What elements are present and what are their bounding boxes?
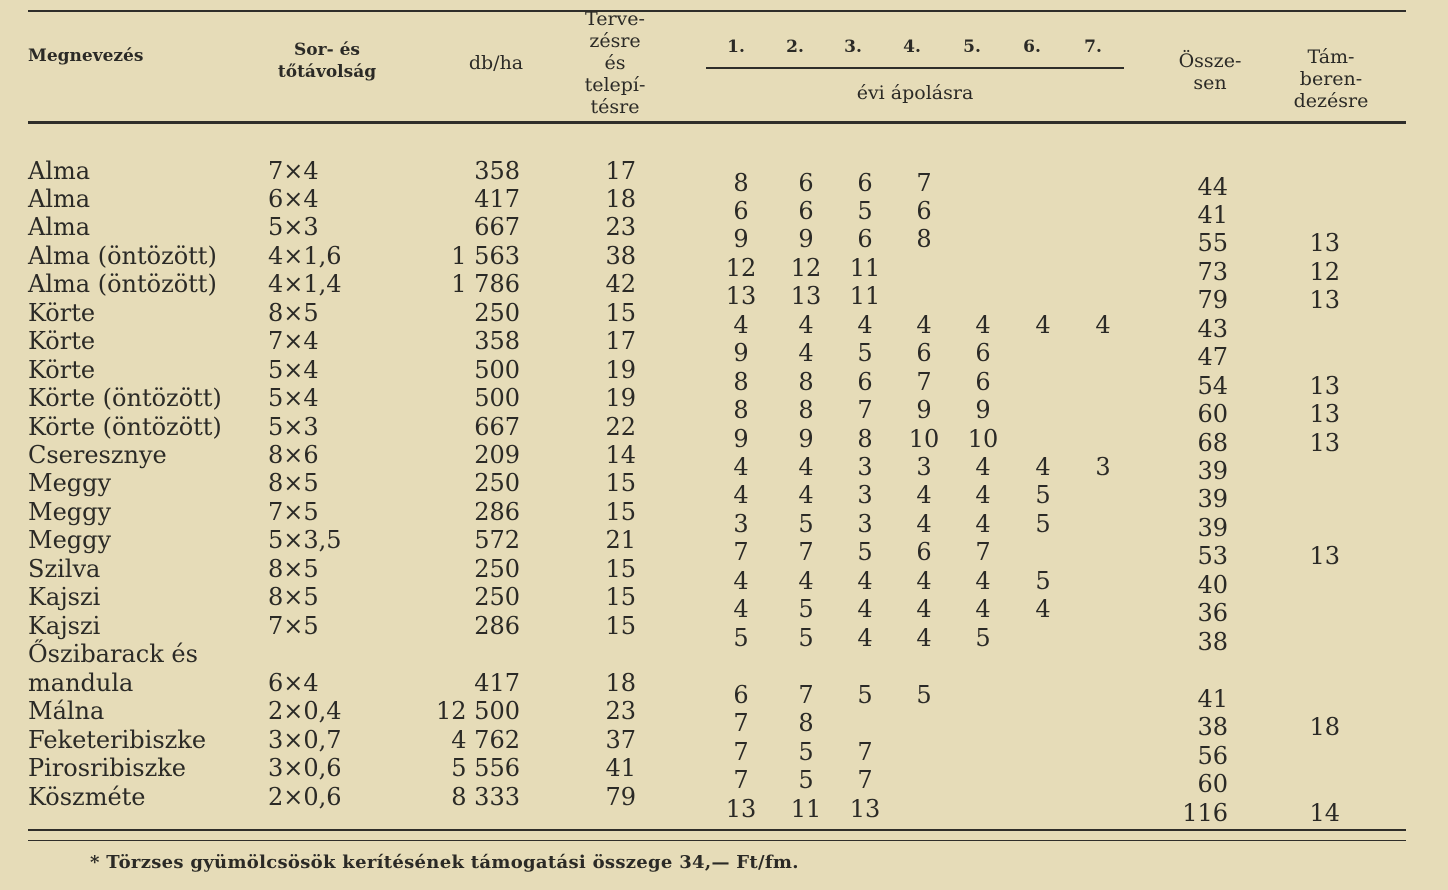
row-year-5: 6 <box>975 368 991 396</box>
row-planting: 23 <box>605 213 636 241</box>
row-name: Körte <box>28 299 96 327</box>
row-year-3: 6 <box>857 169 873 197</box>
row-year-4: 9 <box>916 396 932 424</box>
row-year-1: 8 <box>733 169 749 197</box>
row-year-5: 10 <box>967 425 999 453</box>
row-dbha: 209 <box>474 441 520 469</box>
header-dbha: db/ha <box>468 52 524 74</box>
row-dbha: 358 <box>474 157 520 185</box>
row-year-2: 13 <box>790 282 822 310</box>
header-year-6: 6. <box>1023 37 1041 57</box>
footnote-rule <box>28 840 1406 841</box>
header-support-line: Tám- <box>1307 46 1355 68</box>
row-spacing: 3×0,6 <box>268 754 342 782</box>
row-year-5: 4 <box>975 311 991 339</box>
row-year-6: 5 <box>1035 481 1051 509</box>
row-total: 47 <box>1197 343 1228 371</box>
row-support: 13 <box>1309 429 1340 457</box>
footnote: * Törzses gyümölcsösök kerítésének támogatási összege 34,— Ft/fm. <box>90 852 799 873</box>
row-dbha: 358 <box>474 327 520 355</box>
header-support-line: dezésre <box>1293 90 1369 112</box>
row-spacing: 8×5 <box>268 469 319 497</box>
header-spacing-line1: Sor- és <box>294 40 360 60</box>
row-support: 14 <box>1309 799 1340 827</box>
row-year-4: 4 <box>916 481 932 509</box>
row-spacing: 2×0,6 <box>268 783 342 811</box>
row-spacing: 6×4 <box>268 669 319 697</box>
row-spacing: 5×3 <box>268 213 319 241</box>
row-year-2: 6 <box>798 169 814 197</box>
row-spacing: 7×4 <box>268 327 319 355</box>
row-year-6: 4 <box>1035 595 1051 623</box>
row-planting: 23 <box>605 697 636 725</box>
row-year-6: 4 <box>1035 453 1051 481</box>
row-dbha: 250 <box>474 469 520 497</box>
table-bottom-rule <box>28 829 1406 831</box>
row-dbha: 1 786 <box>451 270 520 298</box>
row-total: 116 <box>1182 799 1228 827</box>
row-dbha: 250 <box>474 299 520 327</box>
row-year-2: 9 <box>798 225 814 253</box>
row-year-5: 4 <box>975 595 991 623</box>
header-spacing <box>252 39 402 83</box>
row-spacing: 6×4 <box>268 185 319 213</box>
row-year-1: 4 <box>733 567 749 595</box>
row-year-1: 6 <box>733 197 749 225</box>
row-dbha: 4 762 <box>451 726 520 754</box>
row-planting: 22 <box>605 413 636 441</box>
row-year-3: 11 <box>849 282 881 310</box>
row-planting: 79 <box>605 783 636 811</box>
header-year-3: 3. <box>844 37 862 57</box>
row-spacing: 5×4 <box>268 356 319 384</box>
header-total-line: Össze- <box>1178 50 1242 72</box>
row-year-1: 13 <box>725 282 757 310</box>
row-year-2: 5 <box>798 738 814 766</box>
row-name: Alma <box>28 185 91 213</box>
row-year-1: 9 <box>733 425 749 453</box>
row-dbha: 417 <box>474 669 520 697</box>
row-year-5: 5 <box>975 624 991 652</box>
row-year-2: 7 <box>798 681 814 709</box>
row-year-2: 5 <box>798 595 814 623</box>
header-year-1: 1. <box>727 37 745 57</box>
row-name: Alma <box>28 213 91 241</box>
row-year-5: 7 <box>975 538 991 566</box>
row-year-4: 4 <box>916 510 932 538</box>
row-spacing: 5×3 <box>268 413 319 441</box>
row-year-3: 13 <box>849 795 881 823</box>
row-year-1: 4 <box>733 453 749 481</box>
row-planting: 17 <box>605 157 636 185</box>
row-name: Körte (öntözött) <box>28 384 222 412</box>
row-year-5: 6 <box>975 339 991 367</box>
header-spacing-line2: tőtávolság <box>277 62 377 82</box>
row-dbha: 667 <box>474 213 520 241</box>
row-planting: 14 <box>605 441 636 469</box>
row-support: 18 <box>1309 713 1340 741</box>
header-name: Megnevezés <box>28 46 144 66</box>
row-year-4: 6 <box>916 339 932 367</box>
row-name: Feketeribiszke <box>28 726 207 754</box>
row-total: 68 <box>1197 429 1228 457</box>
row-planting: 15 <box>605 555 636 583</box>
header-support-line: beren- <box>1299 68 1363 90</box>
row-total: 60 <box>1197 400 1228 428</box>
row-year-4: 4 <box>916 311 932 339</box>
row-total: 55 <box>1197 229 1228 257</box>
row-year-3: 7 <box>857 738 873 766</box>
row-year-3: 7 <box>857 766 873 794</box>
row-year-4: 8 <box>916 225 932 253</box>
row-year-1: 13 <box>725 795 757 823</box>
row-year-5: 4 <box>975 481 991 509</box>
row-planting: 37 <box>605 726 636 754</box>
row-name: Körte <box>28 327 96 355</box>
row-support: 13 <box>1309 400 1340 428</box>
row-year-5: 4 <box>975 453 991 481</box>
row-year-6: 4 <box>1035 311 1051 339</box>
row-year-2: 5 <box>798 766 814 794</box>
row-name: Alma (öntözött) <box>28 270 217 298</box>
row-total: 40 <box>1197 571 1228 599</box>
row-year-1: 7 <box>733 766 749 794</box>
row-year-3: 5 <box>857 197 873 225</box>
header-year-7: 7. <box>1084 37 1102 57</box>
row-year-3: 11 <box>849 254 881 282</box>
row-total: 79 <box>1197 286 1228 314</box>
row-support: 12 <box>1309 258 1340 286</box>
header-bottom-rule <box>28 121 1406 124</box>
row-total: 56 <box>1197 742 1228 770</box>
row-planting: 19 <box>605 384 636 412</box>
row-year-6: 5 <box>1035 567 1051 595</box>
row-year-7: 3 <box>1095 453 1111 481</box>
row-total: 38 <box>1197 628 1228 656</box>
row-support: 13 <box>1309 372 1340 400</box>
header-planting <box>570 8 660 118</box>
row-year-3: 4 <box>857 624 873 652</box>
row-year-4: 7 <box>916 169 932 197</box>
header-planting-line: tésre <box>590 96 640 118</box>
row-dbha: 250 <box>474 583 520 611</box>
row-dbha: 8 333 <box>451 783 520 811</box>
row-spacing: 4×1,4 <box>268 270 342 298</box>
row-year-5: 4 <box>975 510 991 538</box>
top-rule <box>28 10 1406 12</box>
row-total: 73 <box>1197 258 1228 286</box>
row-planting: 15 <box>605 469 636 497</box>
row-total: 38 <box>1197 713 1228 741</box>
row-planting: 38 <box>605 242 636 270</box>
header-care-label: évi ápolásra <box>856 82 974 104</box>
row-dbha: 667 <box>474 413 520 441</box>
row-name: Körte (öntözött) <box>28 413 222 441</box>
row-planting: 17 <box>605 327 636 355</box>
row-year-2: 12 <box>790 254 822 282</box>
row-total: 54 <box>1197 372 1228 400</box>
row-year-1: 7 <box>733 709 749 737</box>
row-total: 36 <box>1197 599 1228 627</box>
row-name: Meggy <box>28 498 112 526</box>
row-name: Körte <box>28 356 96 384</box>
row-spacing: 8×5 <box>268 555 319 583</box>
row-year-1: 7 <box>733 538 749 566</box>
row-spacing: 7×5 <box>268 612 319 640</box>
row-year-3: 4 <box>857 595 873 623</box>
header-planting-line: zésre <box>589 30 641 52</box>
row-total: 39 <box>1197 485 1228 513</box>
row-planting: 15 <box>605 612 636 640</box>
row-year-2: 4 <box>798 311 814 339</box>
row-year-1: 3 <box>733 510 749 538</box>
row-year-2: 8 <box>798 709 814 737</box>
row-total: 60 <box>1197 770 1228 798</box>
row-spacing: 7×4 <box>268 157 319 185</box>
row-dbha: 286 <box>474 612 520 640</box>
care-span-rule <box>706 67 1124 69</box>
row-planting: 18 <box>605 185 636 213</box>
row-total: 39 <box>1197 457 1228 485</box>
row-dbha: 572 <box>474 526 520 554</box>
row-year-1: 5 <box>733 624 749 652</box>
row-year-2: 4 <box>798 453 814 481</box>
header-total <box>1165 50 1255 94</box>
row-year-1: 6 <box>733 681 749 709</box>
row-year-1: 8 <box>733 368 749 396</box>
row-name: Meggy <box>28 469 112 497</box>
row-year-2: 7 <box>798 538 814 566</box>
row-support: 13 <box>1309 229 1340 257</box>
row-spacing: 5×3,5 <box>268 526 342 554</box>
header-planting-line: telepí- <box>584 74 646 96</box>
row-year-2: 11 <box>790 795 822 823</box>
row-spacing: 4×1,6 <box>268 242 342 270</box>
row-dbha: 500 <box>474 384 520 412</box>
row-name-continued: mandula <box>28 669 134 697</box>
row-year-3: 6 <box>857 368 873 396</box>
row-year-3: 3 <box>857 510 873 538</box>
row-year-2: 5 <box>798 624 814 652</box>
row-name: Őszibarack és <box>28 640 198 668</box>
header-total-line: sen <box>1193 72 1227 94</box>
row-spacing: 5×4 <box>268 384 319 412</box>
row-name: Pirosribiszke <box>28 754 186 782</box>
row-dbha: 5 556 <box>451 754 520 782</box>
row-year-4: 4 <box>916 567 932 595</box>
row-spacing: 8×5 <box>268 583 319 611</box>
header-planting-line: Terve- <box>585 8 645 30</box>
row-year-3: 4 <box>857 567 873 595</box>
row-total: 41 <box>1197 685 1228 713</box>
row-year-1: 9 <box>733 339 749 367</box>
row-year-2: 4 <box>798 339 814 367</box>
row-year-4: 7 <box>916 368 932 396</box>
row-total: 39 <box>1197 514 1228 542</box>
row-planting: 18 <box>605 669 636 697</box>
row-year-1: 9 <box>733 225 749 253</box>
row-dbha: 1 563 <box>451 242 520 270</box>
header-support <box>1276 46 1386 112</box>
header-year-4: 4. <box>903 37 921 57</box>
row-name: Köszméte <box>28 783 146 811</box>
row-support: 13 <box>1309 542 1340 570</box>
row-total: 41 <box>1197 201 1228 229</box>
row-dbha: 12 500 <box>436 697 520 725</box>
row-year-2: 8 <box>798 368 814 396</box>
row-planting: 15 <box>605 583 636 611</box>
row-year-3: 3 <box>857 453 873 481</box>
row-spacing: 8×6 <box>268 441 319 469</box>
row-year-1: 4 <box>733 311 749 339</box>
row-dbha: 250 <box>474 555 520 583</box>
row-planting: 42 <box>605 270 636 298</box>
row-year-1: 4 <box>733 481 749 509</box>
row-year-2: 5 <box>798 510 814 538</box>
row-year-3: 8 <box>857 425 873 453</box>
row-year-5: 4 <box>975 567 991 595</box>
row-spacing: 2×0,4 <box>268 697 342 725</box>
row-year-4: 4 <box>916 624 932 652</box>
row-year-3: 6 <box>857 225 873 253</box>
row-year-2: 9 <box>798 425 814 453</box>
row-year-3: 5 <box>857 538 873 566</box>
row-year-4: 3 <box>916 453 932 481</box>
row-name: Alma (öntözött) <box>28 242 217 270</box>
header-year-2: 2. <box>786 37 804 57</box>
row-year-3: 3 <box>857 481 873 509</box>
row-year-6: 5 <box>1035 510 1051 538</box>
row-year-7: 4 <box>1095 311 1111 339</box>
row-name: Meggy <box>28 526 112 554</box>
row-planting: 19 <box>605 356 636 384</box>
row-year-5: 9 <box>975 396 991 424</box>
row-year-4: 6 <box>916 197 932 225</box>
row-support: 13 <box>1309 286 1340 314</box>
row-spacing: 7×5 <box>268 498 319 526</box>
row-name: Kajszi <box>28 612 101 640</box>
row-dbha: 286 <box>474 498 520 526</box>
row-total: 44 <box>1197 173 1228 201</box>
row-planting: 21 <box>605 526 636 554</box>
row-total: 43 <box>1197 315 1228 343</box>
row-year-1: 4 <box>733 595 749 623</box>
row-year-2: 4 <box>798 567 814 595</box>
row-total: 53 <box>1197 542 1228 570</box>
row-year-3: 5 <box>857 339 873 367</box>
row-spacing: 8×5 <box>268 299 319 327</box>
row-name: Szilva <box>28 555 101 583</box>
row-name: Kajszi <box>28 583 101 611</box>
header-year-5: 5. <box>963 37 981 57</box>
row-year-4: 5 <box>916 681 932 709</box>
row-year-4: 10 <box>908 425 940 453</box>
header-planting-line: és <box>604 52 626 74</box>
row-dbha: 500 <box>474 356 520 384</box>
row-year-1: 8 <box>733 396 749 424</box>
row-year-3: 5 <box>857 681 873 709</box>
row-name: Alma <box>28 157 91 185</box>
row-year-3: 4 <box>857 311 873 339</box>
row-planting: 41 <box>605 754 636 782</box>
row-name: Cseresznye <box>28 441 167 469</box>
row-spacing: 3×0,7 <box>268 726 342 754</box>
row-year-3: 7 <box>857 396 873 424</box>
row-planting: 15 <box>605 299 636 327</box>
row-dbha: 417 <box>474 185 520 213</box>
row-year-2: 4 <box>798 481 814 509</box>
row-year-2: 8 <box>798 396 814 424</box>
row-year-1: 12 <box>725 254 757 282</box>
row-year-4: 4 <box>916 595 932 623</box>
row-year-4: 6 <box>916 538 932 566</box>
row-year-2: 6 <box>798 197 814 225</box>
row-name: Málna <box>28 697 105 725</box>
row-planting: 15 <box>605 498 636 526</box>
row-year-1: 7 <box>733 738 749 766</box>
